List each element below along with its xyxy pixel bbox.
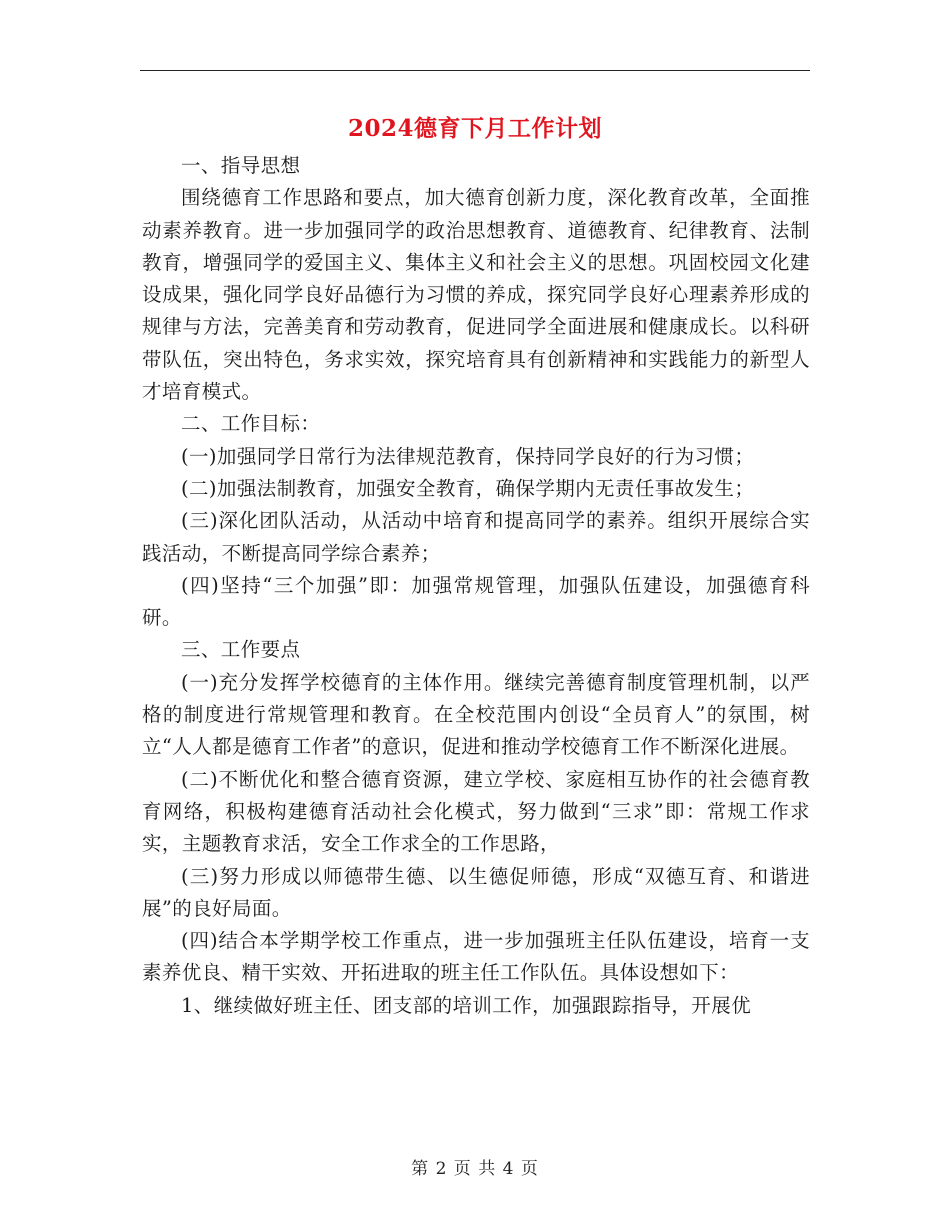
- work-point: (一)充分发挥学校德育的主体作用。继续完善德育制度管理机制，以严格的制度进行常规管理和教育。在全校范围内创设“全员育人”的氛围，树立“人人都是德育工作者”的意识，促进和推动学校德育工作不断深化进展。: [142, 670, 810, 759]
- work-point: (二)不断优化和整合德育资源，建立学校、家庭相互协作的社会德育教育网络，积极构建德育活动社会化模式，努力做到“三求”即：常规工作求实，主题教育求活，安全工作求全的工作思路，: [142, 767, 810, 856]
- goal-item: (四)坚持“三个加强”即：加强常规管理，加强队伍建设，加强德育科研。: [142, 573, 810, 630]
- section-heading-work-points: 三、工作要点: [181, 638, 301, 662]
- goal-item: (一)加强同学日常行为法律规范教育，保持同学良好的行为习惯；: [181, 444, 755, 468]
- paragraph: 围绕德育工作思路和要点，加大德育创新力度，深化教育改革，全面推动素养教育。进一步加强同学的政治思想教育、道德教育、纪律教育、法制教育，增强同学的爱国主义、集体主义和社会主义的思想。巩固校园文化建设成果，强化同学良好品德行为习惯的养成，探究同学良好心理素养形成的规律与方法，完善美育和劳动教育，促进同学全面进展和健康成长。以科研带队伍，突出特色，务求实效，探究培育具有创新精神和实践能力的新型人才培育模式。: [142, 186, 810, 404]
- header-rule: [140, 70, 810, 71]
- section-heading-work-goals: 二、工作目标：: [181, 412, 321, 436]
- page-number: 第 2 页 共 4 页: [411, 1159, 539, 1179]
- document-body: [142, 150, 810, 1022]
- work-point: (四)结合本学期学校工作重点，进一步加强班主任队伍建设，培育一支素养优良、精干实效、开拓进取的班主任工作队伍。具体设想如下：: [142, 929, 810, 985]
- goal-item: (三)深化团队活动，从活动中培育和提高同学的素养。组织开展综合实践活动，不断提高同学综合素养；: [142, 509, 810, 565]
- goal-item: (二)加强法制教育，加强安全教育，确保学期内无责任事故发生；: [181, 476, 755, 500]
- sub-item: 1、继续做好班主任、团支部的培训工作，加强跟踪指导，开展优: [181, 993, 752, 1017]
- document-title: 2024德育下月工作计划: [347, 115, 602, 142]
- work-point: (三)努力形成以师德带生德、以生德促师德，形成“双德互育、和谐进展”的良好局面。: [142, 864, 810, 920]
- section-heading-guiding-thought: 一、指导思想: [181, 154, 301, 177]
